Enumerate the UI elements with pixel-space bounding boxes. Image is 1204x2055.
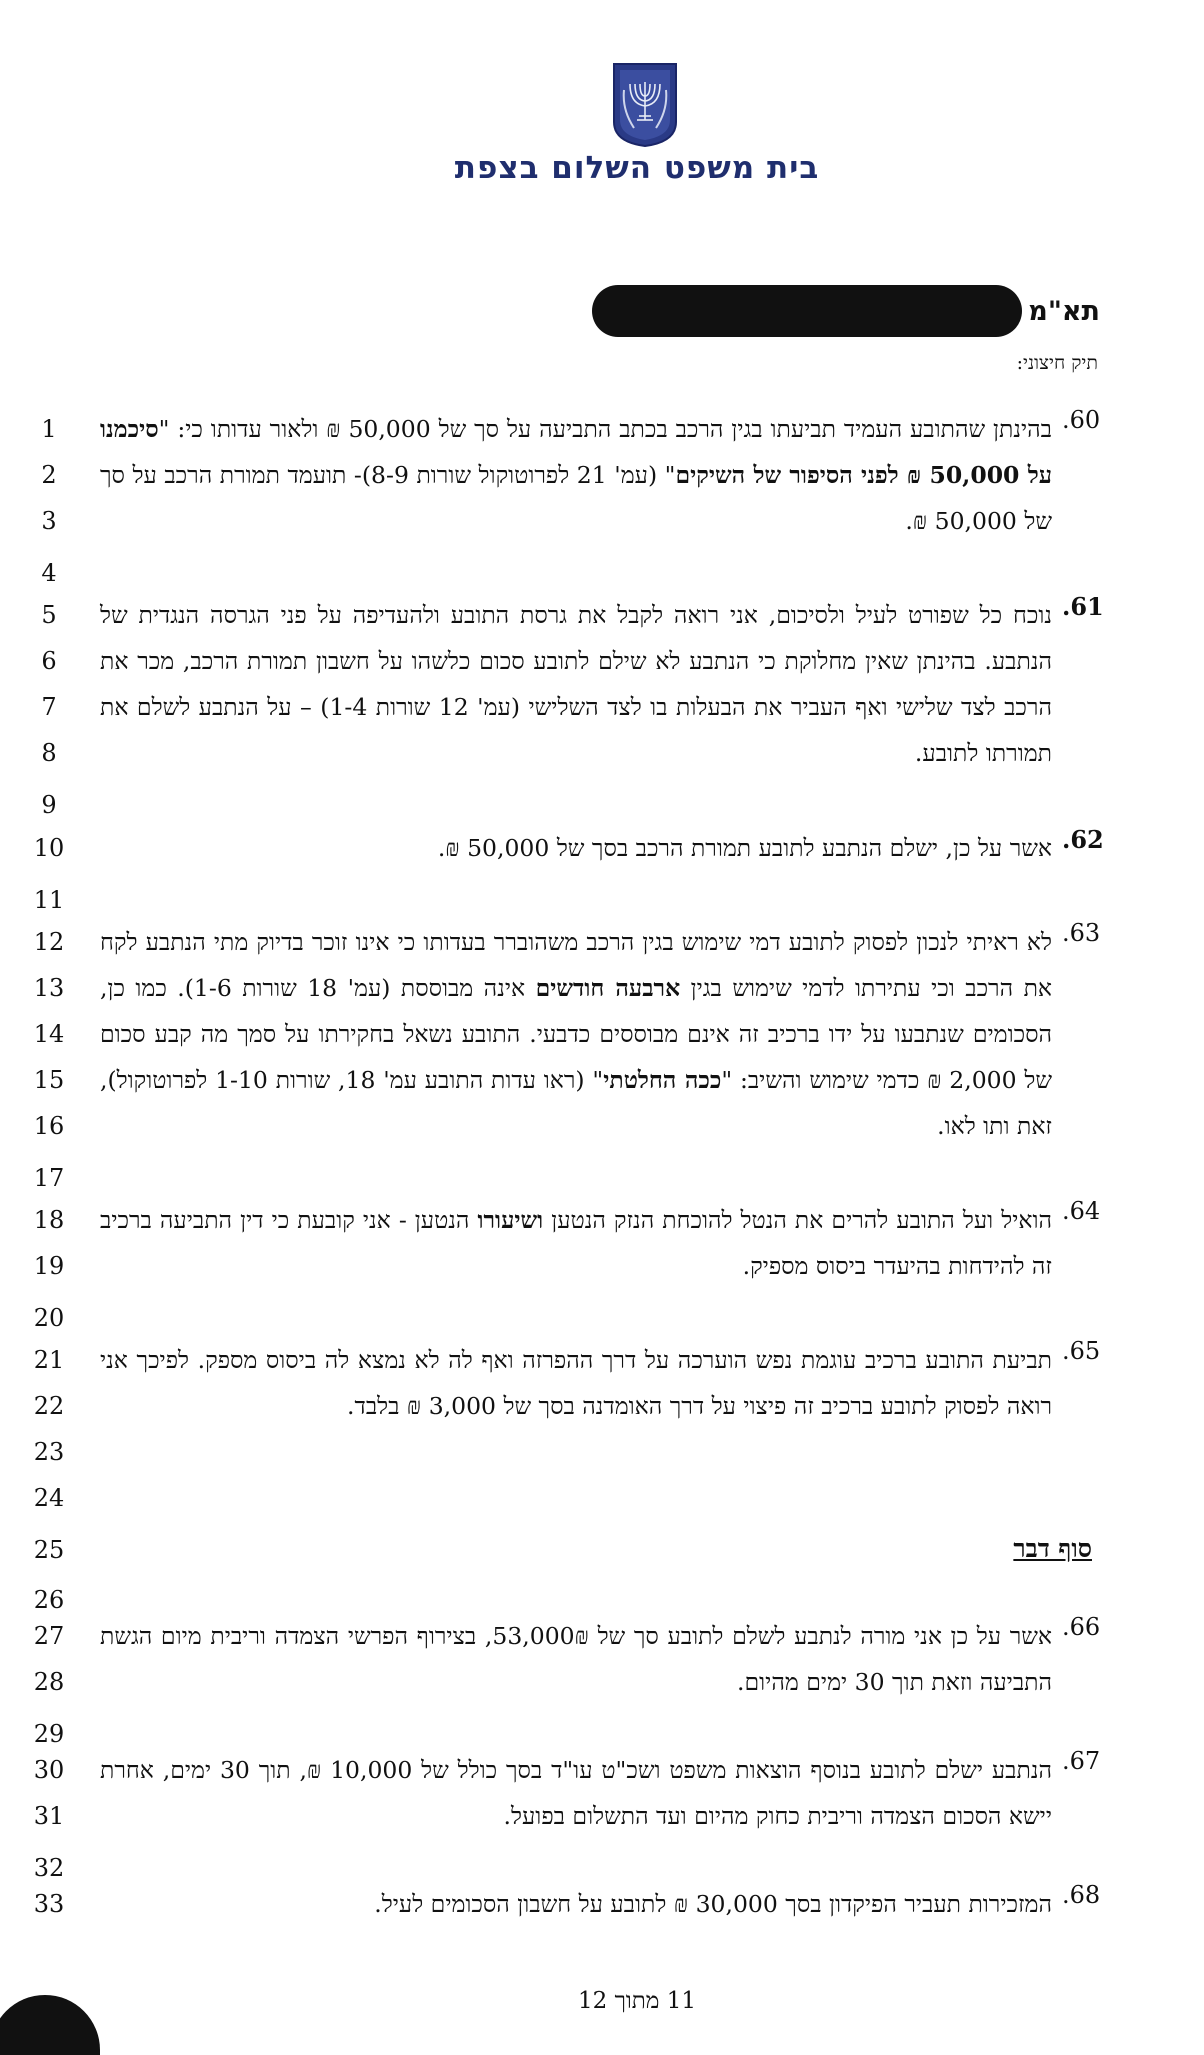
paragraph-67 — [100, 1747, 1101, 1839]
paragraph-62 — [100, 825, 1104, 871]
line-number: 30 — [33, 1756, 65, 1784]
paragraph-number: .67 — [1062, 1747, 1101, 1775]
paragraph-text — [100, 406, 1052, 544]
bold-text: ושיעורו — [477, 1206, 544, 1234]
text-run: " (ראו עדות התובע עמ' 18, שורות 1-10 לפרוטוקול), זאת ותו לאו. — [100, 1066, 1052, 1140]
case-number-redaction — [592, 285, 1022, 337]
line-number: 15 — [33, 1066, 65, 1094]
paragraph-number: .68 — [1062, 1881, 1101, 1909]
paragraph-61 — [100, 592, 1104, 776]
paragraph-63 — [100, 919, 1101, 1149]
text-run: לא ראיתי לנכון לפסוק לתובע דמי שימוש בגין הרכב משהוברר בעדותו כי אינו זוכר בדיוק מתי הנתבע לקח את הרכב וכי עתירתו לדמי שימוש בגין — [100, 928, 1052, 1002]
text-run: הנטען - אני קובעת כי דין התביעה ברכיב זה להידחות בהיעדר ביסוס מספיק. — [100, 1206, 1052, 1280]
line-number: 24 — [33, 1484, 65, 1512]
case-number-row — [592, 285, 1100, 337]
line-number: 6 — [41, 647, 57, 675]
court-name: בית משפט השלום בצפת — [454, 150, 820, 186]
line-number: 2 — [41, 461, 57, 489]
quoted-bold-text: סיכמנו על 50,000 ₪ לפני הסיפור של השיקים — [100, 415, 1052, 489]
line-number: 16 — [33, 1112, 65, 1140]
paragraph-text — [100, 1197, 1052, 1289]
text-run: הואיל ועל התובע להרים את הנטל להוכחת הנזק הנטען — [543, 1206, 1053, 1234]
line-number: 8 — [41, 739, 57, 767]
paragraph-number: .63 — [1062, 919, 1101, 947]
line-number: 26 — [33, 1586, 65, 1614]
page-number: 11 מתוך 12 — [577, 1988, 697, 2014]
paragraph-text: אשר על כן, ישלם הנתבע לתובע תמורת הרכב בסך של 50,000 ₪. — [437, 834, 1052, 862]
paragraph-number: .65 — [1062, 1337, 1101, 1365]
line-number: 10 — [33, 834, 65, 862]
case-label: תא"מ — [1028, 295, 1100, 327]
line-number: 7 — [41, 693, 57, 721]
line-number: 12 — [33, 928, 65, 956]
state-emblem-icon — [610, 60, 680, 148]
paragraph-number: .60 — [1062, 406, 1101, 434]
line-number: 20 — [33, 1304, 65, 1332]
line-number: 29 — [33, 1720, 65, 1748]
paragraph-text: אשר על כן אני מורה לנתבע לשלם לתובע סך של 53,000₪, בצירוף הפרשי הצמדה וריבית מיום הגשת התביעה וזאת תוך 30 ימים מהיום. — [100, 1622, 1053, 1696]
line-number: 28 — [33, 1668, 65, 1696]
paragraph-text: הנתבע ישלם לתובע בנוסף הוצאות משפט ושכ"ט עו"ד בסך כולל של 10,000 ₪, תוך 30 ימים, אחרת יישא הסכום הצמדה וריבית כחוק מהיום ועד התשלום בפועל. — [100, 1756, 1053, 1830]
paragraph-number: .66 — [1062, 1613, 1101, 1641]
line-number: 14 — [33, 1020, 65, 1048]
line-number: 25 — [33, 1536, 65, 1564]
line-number: 27 — [33, 1622, 65, 1650]
text-run: " (עמ' 21 לפרוטוקול שורות 8-9)- תועמד תמורת הרכב על סך של 50,000 ₪. — [100, 461, 1052, 535]
paragraph-number: .61 — [1062, 592, 1104, 621]
line-number: 18 — [33, 1206, 65, 1234]
line-number: 5 — [41, 601, 57, 629]
text-run: אינה מבוססת (עמ' 18 שורות 1-6). כמו כן, הסכומים שנתבעו על ידו ברכיב זה אינם מבוססים כדבעי. התובע נשאל בחקירתו על סמך מה קבע סכום של 2,000 ₪ כדמי שימוש והשיב: " — [100, 974, 1052, 1094]
section-heading: סוף דבר — [1013, 1534, 1092, 1563]
paragraph-text — [100, 919, 1052, 1149]
paragraph-number: .62 — [1062, 825, 1104, 854]
line-number: 19 — [33, 1252, 65, 1280]
line-number: 33 — [33, 1890, 65, 1918]
line-number: 1 — [41, 415, 57, 443]
paragraph-68 — [100, 1881, 1101, 1927]
line-number: 21 — [33, 1346, 65, 1374]
paragraph-60 — [100, 406, 1101, 544]
line-number: 31 — [33, 1802, 65, 1830]
external-file-label: תיק חיצוני: — [1016, 352, 1098, 374]
line-number: 13 — [33, 974, 65, 1002]
line-number: 9 — [41, 791, 57, 819]
text-run: בהינתן שהתובע העמיד תביעתו בגין הרכב בכתב התביעה על סך של 50,000 ₪ ולאור עדותו כי: " — [158, 415, 1052, 443]
paragraph-number: .64 — [1062, 1197, 1101, 1225]
line-number: 22 — [33, 1392, 65, 1420]
paragraph-text: תביעת התובע ברכיב עוגמת נפש הוערכה על דרך ההפרזה ואף לה לא נמצא לה ביסוס מספק. לפיכך אני רואה לפסוק לתובע ברכיב זה פיצוי על דרך האומדנה בסך של 3,000 ₪ בלבד. — [100, 1346, 1052, 1420]
paragraph-66 — [100, 1613, 1101, 1705]
line-number: 23 — [33, 1438, 65, 1466]
line-number: 3 — [41, 507, 57, 535]
line-number: 11 — [33, 886, 65, 914]
quoted-bold-text: ככה החלטתי — [603, 1066, 722, 1094]
line-number: 17 — [33, 1164, 65, 1192]
line-number: 32 — [33, 1854, 65, 1882]
paragraph-text: המזכירות תעביר הפיקדון בסך 30,000 ₪ לתובע על חשבון הסכומים לעיל. — [374, 1890, 1052, 1918]
paragraph-text: נוכח כל שפורט לעיל ולסיכום, אני רואה לקבל את גרסת התובע ולהעדיפה על פני הגרסה הנגדית של הנתבע. בהינתן שאין מחלוקת כי הנתבע לא שילם לתובע סכום כלשהו על חשבון תמורת הרכב, מכר את הרכב לצד שלישי ואף העביר את הבעלות בו לצד השלישי (עמ' 12 שורות 1-4) – על הנתבע לשלם את תמורתו לתובע. — [100, 601, 1052, 767]
paragraph-65 — [100, 1337, 1101, 1429]
paragraph-64 — [100, 1197, 1101, 1289]
bold-text: ארבעה חודשים — [535, 974, 681, 1002]
line-number: 4 — [41, 559, 57, 587]
